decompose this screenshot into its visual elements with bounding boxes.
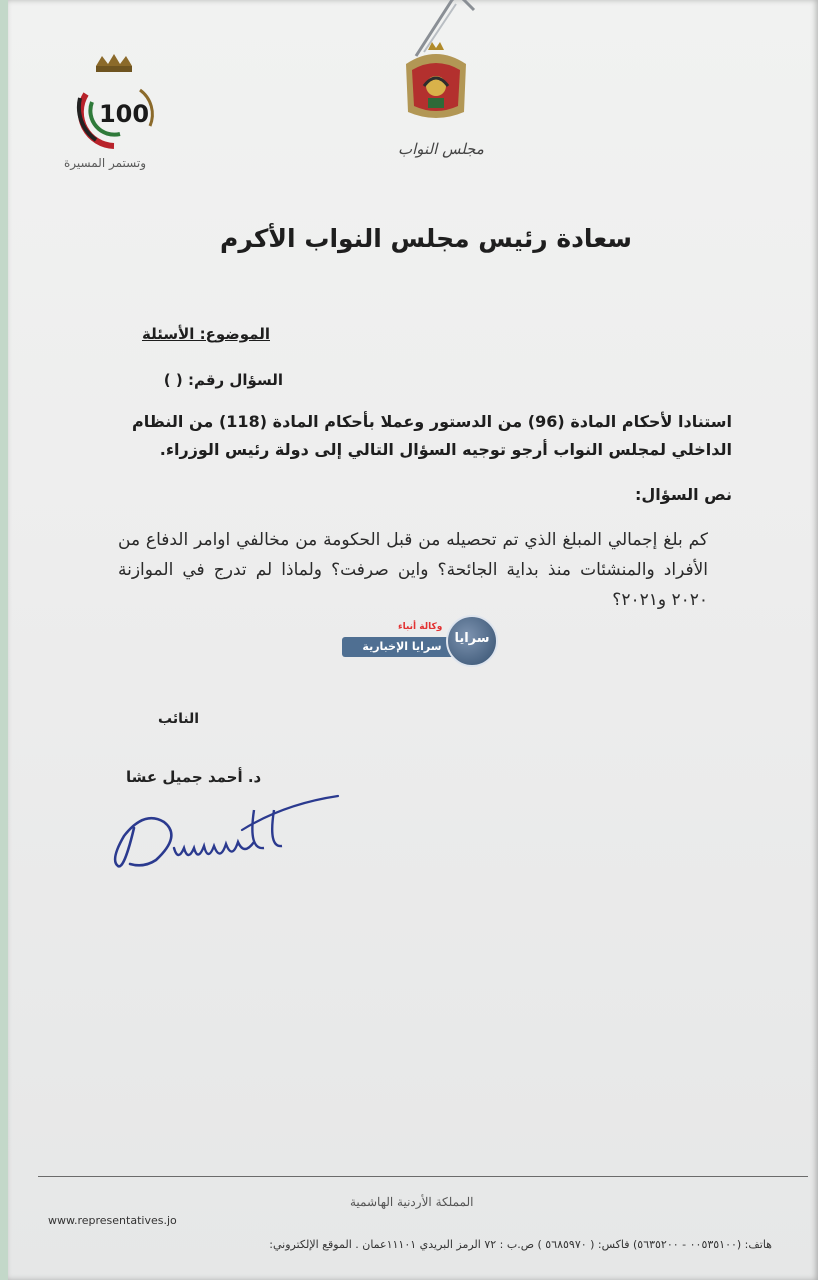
footer-website: www.representatives.jo bbox=[48, 1214, 177, 1227]
addressee-heading: سعادة رئيس مجلس النواب الأكرم bbox=[220, 224, 632, 253]
logo-caption: وتستمر المسيرة bbox=[64, 156, 146, 170]
footer-contact: هاتف: (٠٠٥٣٥١٠٠ - ٥٦٣٥٢٠٠) فاكس: ( ٥٦٨٥٩٧٠ ) ص.ب : ٧٢ الرمز البريدي ١١١٠١عمان . الموقع الإلكتروني: bbox=[269, 1238, 772, 1251]
watermark-top-text: وكالة أنباء bbox=[398, 622, 443, 632]
centennial-logo-icon bbox=[66, 54, 164, 154]
signatory-name: د. أحمد جميل عشا bbox=[126, 768, 262, 786]
letter-page bbox=[8, 0, 818, 1280]
footer-state-name: المملكة الأردنية الهاشمية bbox=[350, 1195, 474, 1209]
coat-of-arms-icon bbox=[398, 40, 474, 124]
question-label: نص السؤال: bbox=[635, 485, 732, 504]
centennial-logo-number: 100 bbox=[98, 100, 150, 128]
watermark-logo: سرايا bbox=[446, 615, 498, 667]
subject-line: الموضوع: الأسئلة bbox=[141, 325, 270, 343]
question-text: كم بلغ إجمالي المبلغ الذي تم تحصيله من قبل الحكومة من مخالفي اوامر الدفاع من الأفراد والمنشئات منذ بداية الجائحة؟ واين صرفت؟ ولماذا لم تدرج في الموازنة ٢٠٢٠ و٢٠٢١؟ bbox=[118, 530, 708, 610]
council-name: مجلس النواب bbox=[398, 140, 484, 158]
watermark-bar-text: سرايا الإخبارية bbox=[342, 637, 462, 657]
question-number: السؤال رقم: ( ) bbox=[163, 371, 283, 389]
signatory-role: النائب bbox=[158, 711, 200, 727]
intro-paragraph: استنادا لأحكام المادة (96) من الدستور وعملا بأحكام المادة (118) من النظام الداخلي لمجلس النواب أرجو توجيه السؤال التالي إلى دولة رئيس الوزراء. bbox=[132, 412, 732, 459]
news-agency-watermark bbox=[342, 615, 496, 665]
footer-divider bbox=[38, 1176, 808, 1177]
handwritten-signature-icon bbox=[104, 790, 344, 880]
